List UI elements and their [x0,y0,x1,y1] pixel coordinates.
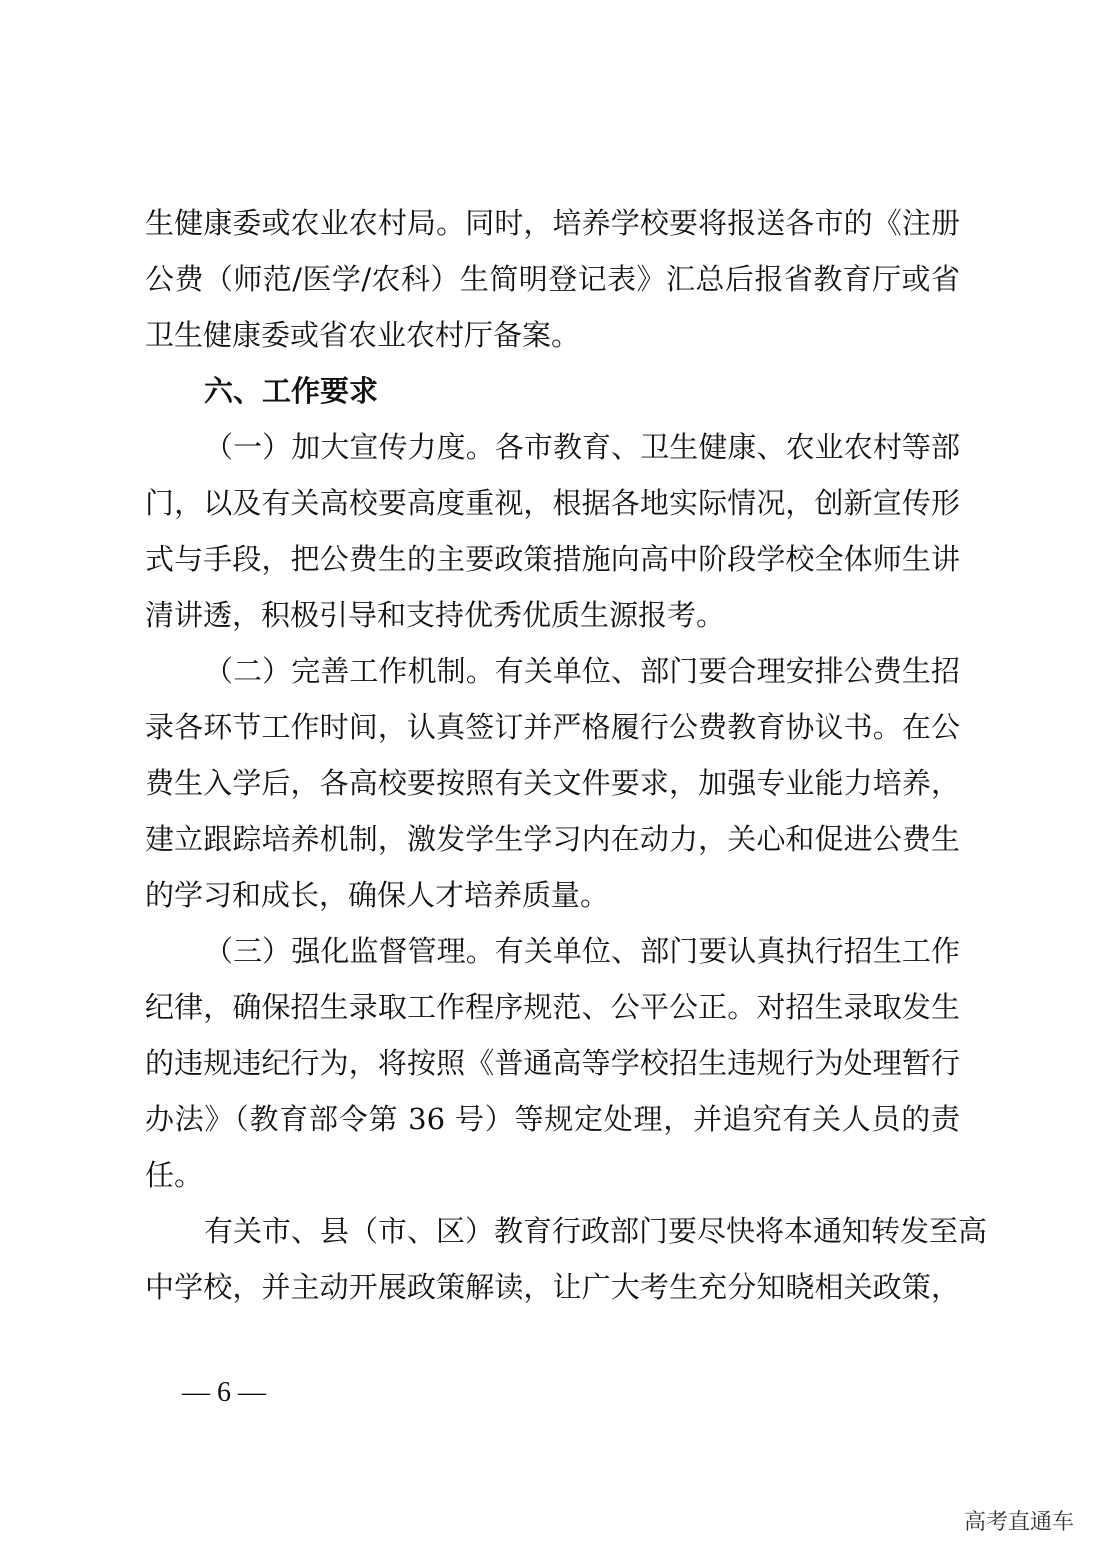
text-line-14: （三）强化监督管理。有关单位、部门要认真执行招生工作 [204,934,960,968]
text-line-2: 公费（师范/医学/农科）生简明登记表》汇总后报省教育厅或省 [145,262,960,296]
text-line-13: 的学习和成长，确保人才培养质量。 [145,878,610,912]
text-line-9: （二）完善工作机制。有关单位、部门要合理安排公费生招 [204,654,960,688]
text-line-16: 的违规违纪行为，将按照《普通高等学校招生违规行为处理暂行 [145,1046,960,1080]
text-line-20: 中学校，并主动开展政策解读，让广大考生充分知晓相关政策， [145,1270,960,1304]
text-line-11: 费生入学后，各高校要按照有关文件要求，加强专业能力培养， [145,766,960,800]
text-line-7: 式与手段，把公费生的主要政策措施向高中阶段学校全体师生讲 [145,542,960,576]
text-line-17: 办法》（教育部令第 36 号）等规定处理，并追究有关人员的责 [145,1102,960,1136]
text-line-5: （一）加大宣传力度。各市教育、卫生健康、农业农村等部 [204,430,960,464]
text-line-3: 卫生健康委或省农业农村厅备案。 [145,318,581,352]
text-line-10: 录各环节工作时间，认真签订并严格履行公费教育协议书。在公 [145,710,960,744]
text-line-1: 生健康委或农业农村局。同时，培养学校要将报送各市的《注册 [145,206,960,240]
watermark: 高考直通车 [963,1510,1074,1535]
text-line-6: 门，以及有关高校要高度重视，根据各地实际情况，创新宣传形 [145,486,960,520]
text-line-15: 纪律，确保招生录取工作程序规范、公平公正。对招生录取发生 [145,990,960,1024]
page-number: — 6 — [182,1377,266,1408]
text-line-12: 建立跟踪培养机制，激发学生学习内在动力，关心和促进公费生 [145,822,960,856]
text-line-19: 有关市、县（市、区）教育行政部门要尽快将本通知转发至高 [204,1214,988,1248]
section-heading: 六、工作要求 [204,374,379,408]
text-line-18: 任。 [145,1158,204,1192]
text-line-8: 清讲透，积极引导和支持优秀优质生源报考。 [145,598,726,632]
